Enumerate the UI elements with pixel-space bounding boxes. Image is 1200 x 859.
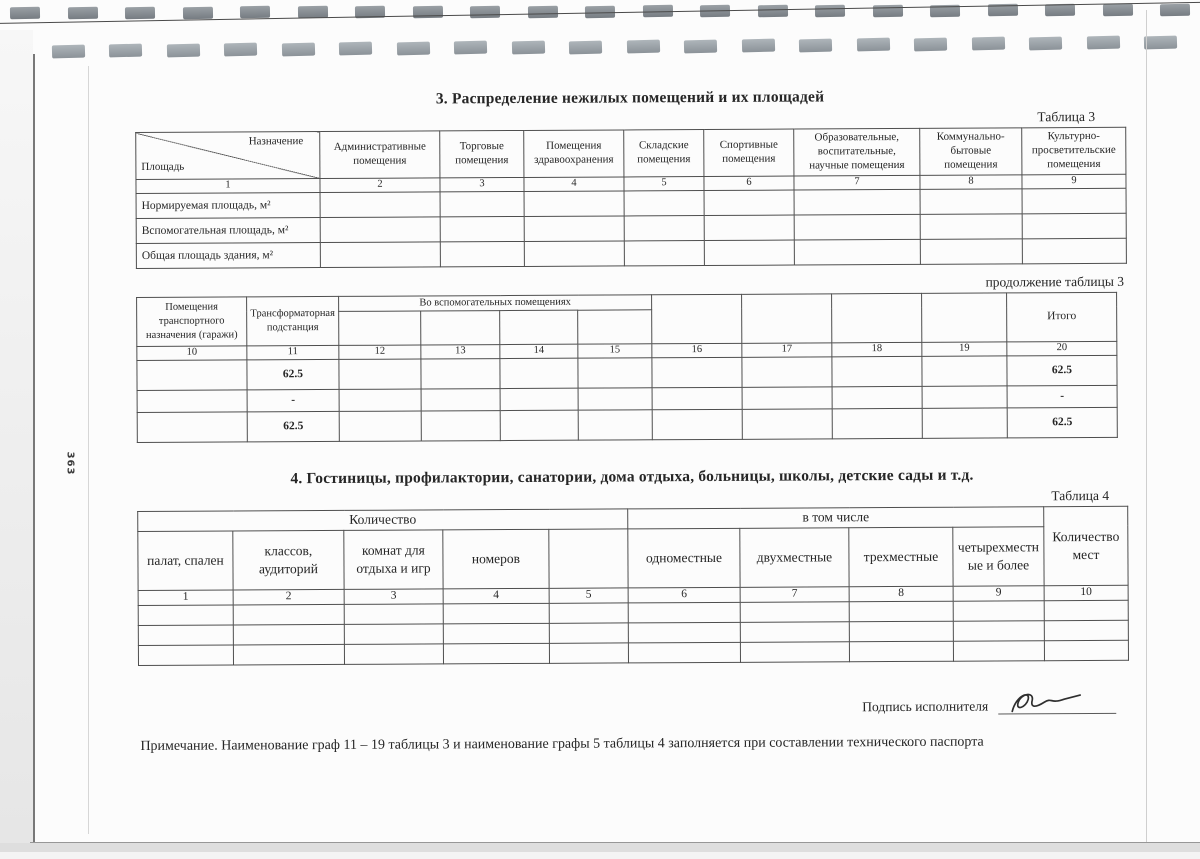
binding-tab [684,39,717,53]
empty-cell [233,624,344,645]
empty-cell [742,356,832,386]
table4-label: Таблица 4 [1051,487,1110,503]
empty-cell [1044,600,1128,620]
empty-cell [578,357,652,387]
column-number: 4 [443,588,549,604]
empty-cell [500,358,578,388]
binding-tab [1086,36,1119,50]
empty-cell [421,388,500,410]
column-number: 6 [704,176,794,190]
header-cell: Помещения здравоохранения [524,130,624,178]
column-number: 7 [740,586,849,602]
empty-cell [344,624,443,645]
page-left-edge [33,54,35,846]
header-cell: Складские помещения [624,130,704,177]
table3-corner-cell [136,132,320,180]
binding-tab [125,6,155,19]
empty-cell [704,190,794,215]
empty-header-cell [500,310,578,344]
binding-tab [757,5,787,18]
binding-tab [166,43,199,57]
group-header-including: в том числе [628,506,1044,528]
empty-cell [628,642,740,663]
column-number: 8 [920,175,1022,190]
column-number: 15 [578,343,652,357]
signature-row [138,686,1128,718]
empty-header-cell [742,294,832,343]
column-number: 6 [628,587,740,603]
empty-cell [421,358,500,388]
table3-label: Таблица 3 [1037,108,1096,125]
binding-tab [281,42,314,56]
empty-header-cell [652,294,742,343]
column-number: 7 [794,175,920,190]
empty-cell [320,242,440,268]
binding-tab [67,7,97,20]
empty-cell [233,604,344,625]
binding-tab [1102,4,1132,17]
empty-cell [138,645,233,665]
value-cell: 62.5 [247,359,339,389]
binding-tab [741,39,774,53]
corner-label-naznachenie: Назначение [248,135,304,148]
column-number: 13 [421,344,500,358]
binding-tab [799,38,832,52]
empty-cell [1022,213,1126,239]
page-top-edge [0,2,1200,24]
header-cell: классов, аудиторий [233,530,344,590]
empty-cell [849,621,953,642]
binding-tab [454,41,487,55]
side-page-number: 363 [64,451,76,476]
binding-tab [51,44,84,58]
value-cell: - [1007,385,1117,408]
empty-header-cell [922,293,1007,342]
table4-subheader-row [138,526,1128,590]
group-header-quantity: Количество [138,509,628,532]
header-cell: палат, спален [138,531,233,590]
empty-cell [421,410,500,440]
binding-tab [339,42,372,56]
empty-cell [849,641,953,662]
empty-cell [233,644,344,665]
header-span-cell: Во вспомогательных помещениях [339,295,652,311]
empty-cell [832,386,922,408]
empty-cell [740,601,849,622]
empty-cell [344,604,443,625]
empty-header-cell [421,310,500,344]
column-number: 9 [1022,174,1126,189]
column-number: 2 [233,589,344,605]
empty-cell [440,216,524,241]
empty-cell [549,603,628,623]
empty-cell [578,409,652,439]
binding-tab [856,38,889,52]
column-number: 5 [624,177,704,191]
empty-cell [849,601,953,622]
empty-cell [953,620,1044,640]
empty-cell [344,644,443,665]
page-fold-line [88,66,89,834]
page-right-edge [1146,10,1147,842]
row-label: Нормируемая площадь, м² [136,193,320,219]
header-cell: Помещения транспортного назначения (гаражи) [137,297,247,346]
empty-cell [953,600,1044,620]
header-cell: номеров [443,529,549,589]
column-number: 2 [320,178,440,193]
binding-tab [109,44,142,58]
value-cell: 62.5 [247,411,339,441]
empty-cell [628,622,740,643]
header-cell: комнат для отдыха и игр [344,530,443,590]
page-content [135,87,1128,755]
header-cell: Итого [1007,292,1117,341]
section4-title: 4. Гостиницы, профилактории, санатории, дома отдыха, больницы, школы, детские сады и т.д. [290,466,974,487]
binding-tab [1160,4,1190,17]
table-row [138,640,1128,665]
header-cell: четырехместные и более [953,526,1044,585]
empty-cell [320,192,440,218]
header-cell: Количество мест [1044,506,1128,585]
empty-cell [624,241,704,266]
binding-tab [511,40,544,54]
row-label: Вспомогательная площадь, м² [136,218,320,244]
signature-label: Подпись исполнителя [862,698,989,714]
binding-tab [971,37,1004,51]
signature-field [998,687,1116,715]
column-number: 14 [500,344,578,358]
header-cell: Образовательные, воспитательные, научные помещения [794,128,920,176]
empty-cell [339,411,421,441]
empty-cell [443,623,549,644]
empty-cell [953,640,1044,660]
empty-cell [138,605,233,625]
footnote: Примечание. Наименование граф 11 – 19 таблицы 3 и наименование графы 5 таблицы 4 заполняется при составлении технического паспорта [140,734,984,754]
header-cell: Административные помещения [320,131,440,179]
empty-cell [137,390,247,413]
empty-cell [138,625,233,645]
empty-cell [524,241,624,267]
binding-tab [396,41,429,55]
empty-cell [920,239,1022,265]
empty-cell [704,215,794,240]
empty-cell [742,408,832,438]
column-number: 12 [339,345,421,359]
table3-header-row [136,127,1126,179]
empty-header-cell [549,529,628,588]
empty-cell [339,359,421,389]
empty-cell [704,240,794,265]
column-number: 19 [922,342,1007,356]
column-number: 8 [849,586,953,602]
header-cell: одноместные [628,528,740,588]
table3-continuation-label: продолжение таблицы 3 [985,273,1125,290]
binding-tab [1144,36,1177,50]
empty-cell [832,356,922,386]
column-number: 3 [344,589,443,605]
column-number: 16 [652,343,742,357]
table-row [136,238,1126,268]
table3-continuation [136,292,1118,443]
binding-tab [224,43,257,57]
binding-tab [1045,4,1075,17]
empty-cell [794,239,920,265]
column-number: 4 [524,177,624,192]
empty-cell [1044,620,1128,640]
empty-cell [740,641,849,662]
binding-tab [470,6,500,19]
empty-cell [320,217,440,243]
binding-tab [815,5,845,18]
column-number: 20 [1007,341,1117,356]
column-number: 9 [953,585,1044,600]
empty-cell [794,214,920,240]
column-number: 10 [137,346,247,361]
empty-cell [549,643,628,663]
empty-cell [652,357,742,387]
bottom-shadow-strip [0,843,1200,852]
header-cell: Спортивные помещения [704,129,794,176]
empty-cell [500,410,578,440]
column-number: 18 [832,342,922,356]
empty-cell [500,388,578,410]
header-cell: Культурно-просветительские помещения [1022,127,1126,175]
empty-cell [440,191,524,216]
empty-cell [549,623,628,643]
header-cell: трехместные [849,527,953,587]
empty-cell [832,408,922,438]
left-margin-strip [0,30,33,843]
empty-cell [443,643,549,664]
empty-cell [794,189,920,215]
empty-cell [1044,640,1128,660]
empty-cell [740,621,849,642]
column-number: 3 [440,177,524,191]
empty-cell [922,408,1007,438]
empty-header-cell [339,311,421,345]
empty-cell [443,603,549,624]
column-number: 17 [742,342,832,356]
empty-cell [578,387,652,409]
empty-cell [440,241,524,266]
value-cell: 62.5 [1007,407,1117,438]
bottom-light-strip [0,852,1200,859]
corner-label-ploshchad: Площадь [141,160,185,174]
empty-cell [920,189,1022,215]
empty-cell [922,386,1007,408]
empty-cell [137,412,247,443]
column-number: 1 [136,179,320,194]
binding-tab [527,5,557,18]
empty-cell [524,216,624,242]
section3-title: 3. Распределение нежилых помещений и их площадей [435,88,825,108]
empty-header-cell [578,309,652,343]
binding-tab [10,7,40,20]
empty-header-cell [832,293,922,342]
empty-cell [339,389,421,411]
binding-tab [240,6,270,19]
column-number: 11 [247,345,339,359]
binding-tab [182,6,212,19]
binding-tab [1029,36,1062,50]
value-cell: 62.5 [1007,355,1117,386]
binding-tab [569,40,602,54]
header-cell: Торговые помещения [440,130,524,177]
empty-cell [742,386,832,408]
table-row [137,407,1117,442]
empty-cell [624,191,704,216]
binding-tab [914,37,947,51]
column-number: 1 [138,590,233,605]
empty-cell [524,191,624,217]
empty-cell [624,216,704,241]
empty-cell [652,409,742,439]
header-cell: двухместные [740,527,849,587]
handwritten-signature-icon [1006,687,1096,717]
empty-cell [1022,238,1126,264]
binding-tab [626,40,659,54]
empty-cell [137,360,247,391]
column-number: 5 [549,588,628,603]
column-number: 10 [1044,585,1128,600]
empty-cell [922,356,1007,386]
row-label: Общая площадь здания, м² [136,243,320,269]
empty-cell [652,387,742,409]
value-cell: - [247,389,339,411]
header-cell: Трансформаторная подстанция [247,296,339,345]
empty-cell [628,602,740,623]
empty-cell [1022,188,1126,214]
table3 [135,127,1127,269]
empty-cell [920,214,1022,240]
header-cell: Коммунально-бытовые помещения [920,128,1022,176]
table4 [137,505,1129,665]
